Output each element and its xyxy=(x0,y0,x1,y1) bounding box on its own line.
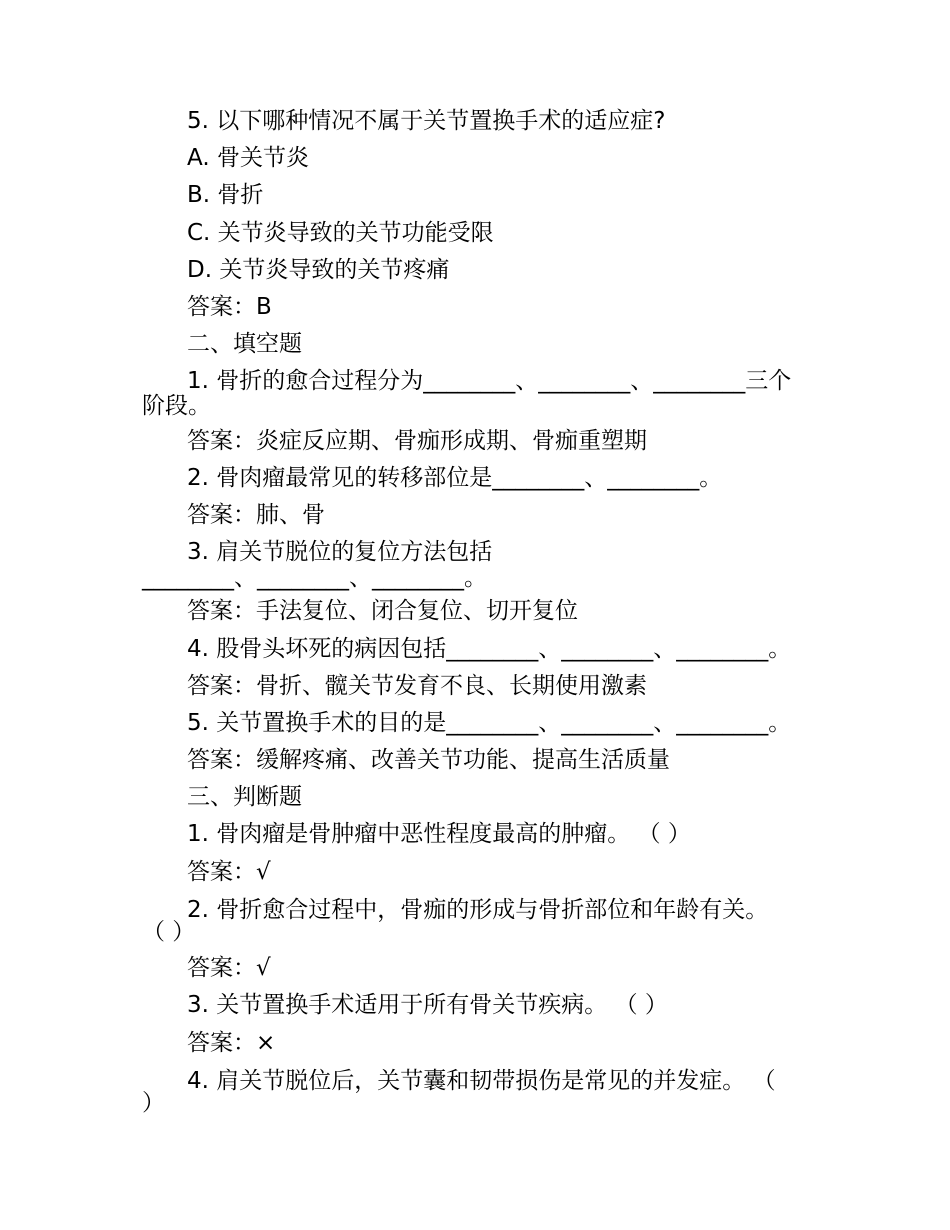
question-5-multiple-choice: 5. 以下哪种情况不属于关节置换手术的适应症? xyxy=(187,108,666,134)
fill-answer-1: 答案：炎症反应期、骨痂形成期、骨痂重塑期 xyxy=(187,428,647,454)
tf-answer-2: 答案：√ xyxy=(187,955,271,981)
answer-q5: 答案：B xyxy=(187,294,272,320)
fill-question-2: 2. 骨肉瘤最常见的转移部位是________、________。 xyxy=(187,465,723,491)
fill-question-4: 4. 股骨头坏死的病因包括________、________、________。 xyxy=(187,636,792,662)
fill-answer-3: 答案：手法复位、闭合复位、切开复位 xyxy=(187,598,578,624)
option-a: A. 骨关节炎 xyxy=(187,145,309,171)
tf-answer-1: 答案：√ xyxy=(187,859,271,885)
fill-answer-5: 答案：缓解疼痛、改善关节功能、提高生活质量 xyxy=(187,747,670,773)
fill-question-1-continuation: 阶段。 xyxy=(142,393,211,419)
tf-question-4-continuation: ） xyxy=(142,1090,165,1116)
fill-answer-2: 答案：肺、骨 xyxy=(187,502,325,528)
fill-answer-4: 答案：骨折、髋关节发育不良、长期使用激素 xyxy=(187,673,647,699)
section-title-fill-in: 二、填空题 xyxy=(187,331,302,357)
option-b: B. 骨折 xyxy=(187,182,264,208)
fill-question-3-blanks: ________、________、________。 xyxy=(142,565,487,591)
fill-question-1: 1. 骨折的愈合过程分为________、________、________三个 xyxy=(187,368,792,394)
tf-question-2: 2. 骨折愈合过程中，骨痂的形成与骨折部位和年龄有关。 xyxy=(187,897,769,923)
tf-question-3: 3. 关节置换手术适用于所有骨关节疾病。 （ ） xyxy=(187,992,668,1018)
tf-question-2-continuation: （ ） xyxy=(142,919,196,945)
tf-question-1: 1. 骨肉瘤是骨肿瘤中恶性程度最高的肿瘤。 （ ） xyxy=(187,821,691,847)
fill-question-5: 5. 关节置换手术的目的是________、________、________。 xyxy=(187,710,792,736)
fill-question-3: 3. 肩关节脱位的复位方法包括 xyxy=(187,539,493,565)
option-d: D. 关节炎导致的关节疼痛 xyxy=(187,257,450,283)
tf-answer-3: 答案：× xyxy=(187,1030,276,1056)
option-c: C. 关节炎导致的关节功能受限 xyxy=(187,220,494,246)
tf-question-4: 4. 肩关节脱位后，关节囊和韧带损伤是常见的并发症。 （ xyxy=(187,1068,776,1094)
section-title-true-false: 三、判断题 xyxy=(187,784,302,810)
